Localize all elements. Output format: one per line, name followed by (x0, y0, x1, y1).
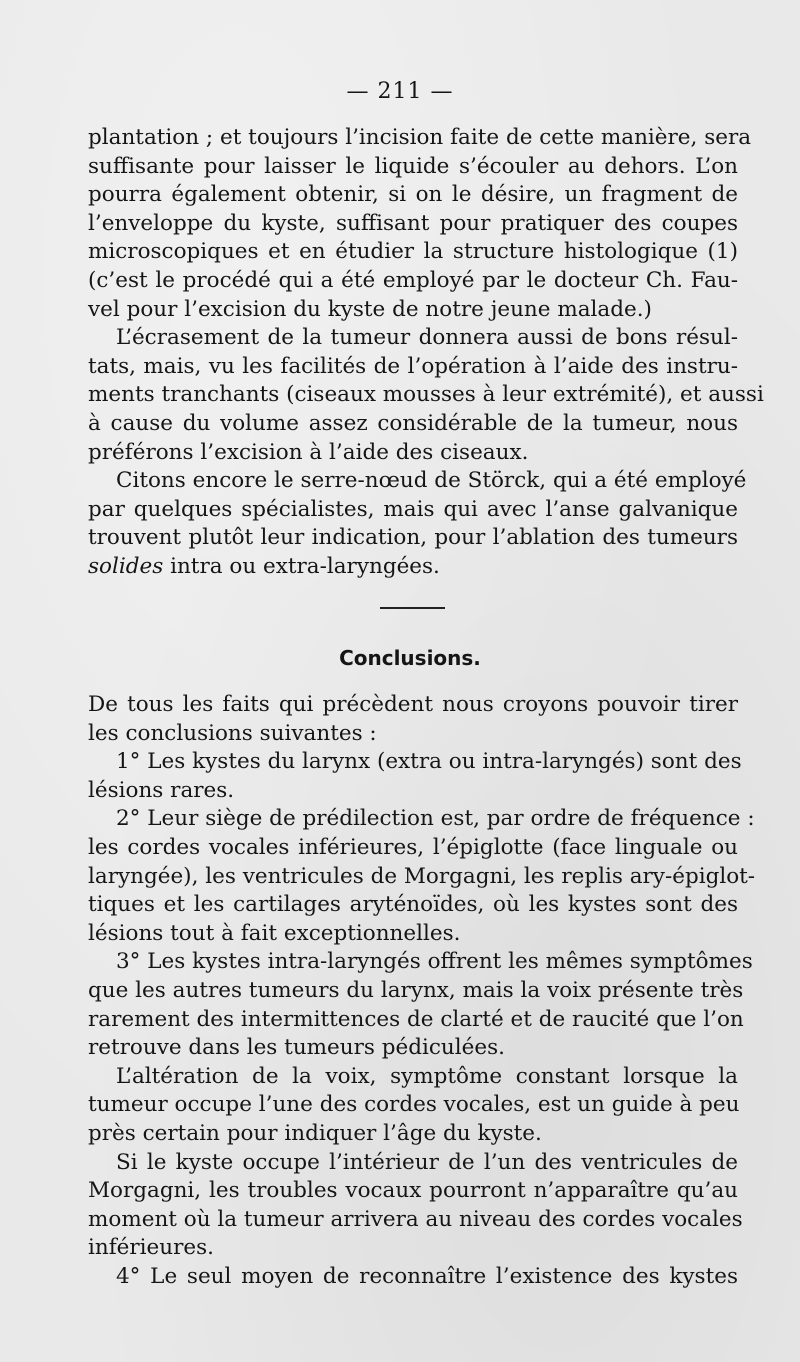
text-line: 1° Les kystes du larynx (extra ou intra-laryngés) sont des (116, 749, 742, 775)
text-line: microscopiques et en étudier la structure histologique (1) (88, 239, 738, 265)
text-line: à cause du volume assez considérable de la tumeur, nous (88, 410, 738, 436)
text-line: suffisante pour laisser le liquide s’écouler au dehors. L’on (88, 153, 738, 179)
text-line: L’altération de la voix, symptôme constant lorsque la (116, 1063, 738, 1089)
text-line: plantation ; et toujours l’incision faite de cette manière, sera (88, 125, 752, 150)
text-line: retrouve dans les tumeurs pédiculées. (88, 1035, 505, 1061)
body-text-conclusions (88, 691, 756, 1291)
text-line: lésions rares. (88, 777, 235, 803)
text-line: les conclusions suivantes : (88, 720, 377, 746)
text-line: l’enveloppe du kyste, suffisant pour pratiquer des coupes (88, 210, 738, 236)
text-line: Si le kyste occupe l’intérieur de l’un des ventricules de (116, 1149, 738, 1175)
text-line: près certain pour indiquer l’âge du kyste. (88, 1120, 542, 1146)
text-line: trouvent plutôt leur indication, pour l’ablation des tumeurs (88, 525, 738, 551)
body-text-top (88, 124, 764, 553)
text-line: 3° Les kystes intra-laryngés offrent les mêmes symptômes (116, 949, 753, 975)
text-line: 4° Le seul moyen de reconnaître l’existence des kystes (116, 1263, 738, 1289)
text-line: préférons l’excision à l’aide des ciseaux. (88, 439, 529, 465)
text-line: par quelques spécialistes, mais qui avec l’anse galvanique (88, 496, 738, 522)
text-line: 2° Leur siège de prédilection est, par ordre de fréquence : (116, 806, 755, 832)
text-line: ments tranchants (ciseaux mousses à leur extrémité), et aussi (88, 382, 764, 408)
text-line (88, 553, 738, 582)
text-line: Morgagni, les troubles vocaux pourront n’apparaître qu’au (88, 1178, 738, 1204)
text-line: De tous les faits qui précèdent nous croyons pouvoir tirer (88, 692, 738, 717)
text-line: moment où la tumeur arrivera au niveau des cordes vocales (88, 1206, 743, 1232)
text-line: vel pour l’excision du kyste de notre jeune malade.) (88, 296, 652, 322)
text-line: tumeur occupe l’une des cordes vocales, est un guide à peu (88, 1092, 740, 1118)
text-line: tats, mais, vu les facilités de l’opération à l’aide des instru- (88, 353, 738, 379)
text-line: les cordes vocales inférieures, l’épiglotte (face linguale ou (88, 834, 738, 860)
text-line: inférieures. (88, 1235, 214, 1261)
text-line: Citons encore le serre-nœud de Störck, qui a été employé (116, 468, 747, 494)
text-line: (c’est le procédé qui a été employé par le docteur Ch. Fau- (88, 267, 738, 293)
text-line: tiques et les cartilages aryténoïdes, où les kystes sont des (88, 892, 738, 918)
text-line: laryngée), les ventricules de Morgagni, les replis ary-épiglot- (88, 863, 756, 889)
section-divider (380, 607, 445, 609)
body-text-top-last-line (88, 553, 738, 582)
section-heading: Conclusions. (339, 646, 481, 670)
italic-word: solides (88, 554, 164, 579)
text-line: que les autres tumeurs du larynx, mais la voix présente très (88, 977, 744, 1003)
text-line-rest: intra ou extra-laryngées. (163, 554, 440, 579)
text-line: L’écrasement de la tumeur donnera aussi de bons résul- (116, 325, 738, 351)
text-line: rarement des intermittences de clarté et de raucité que l’on (88, 1006, 744, 1032)
text-line: pourra également obtenir, si on le désire, un fragment de (88, 182, 738, 208)
page-number: — 211 — (346, 79, 454, 104)
text-line: lésions tout à fait exceptionnelles. (88, 920, 461, 946)
